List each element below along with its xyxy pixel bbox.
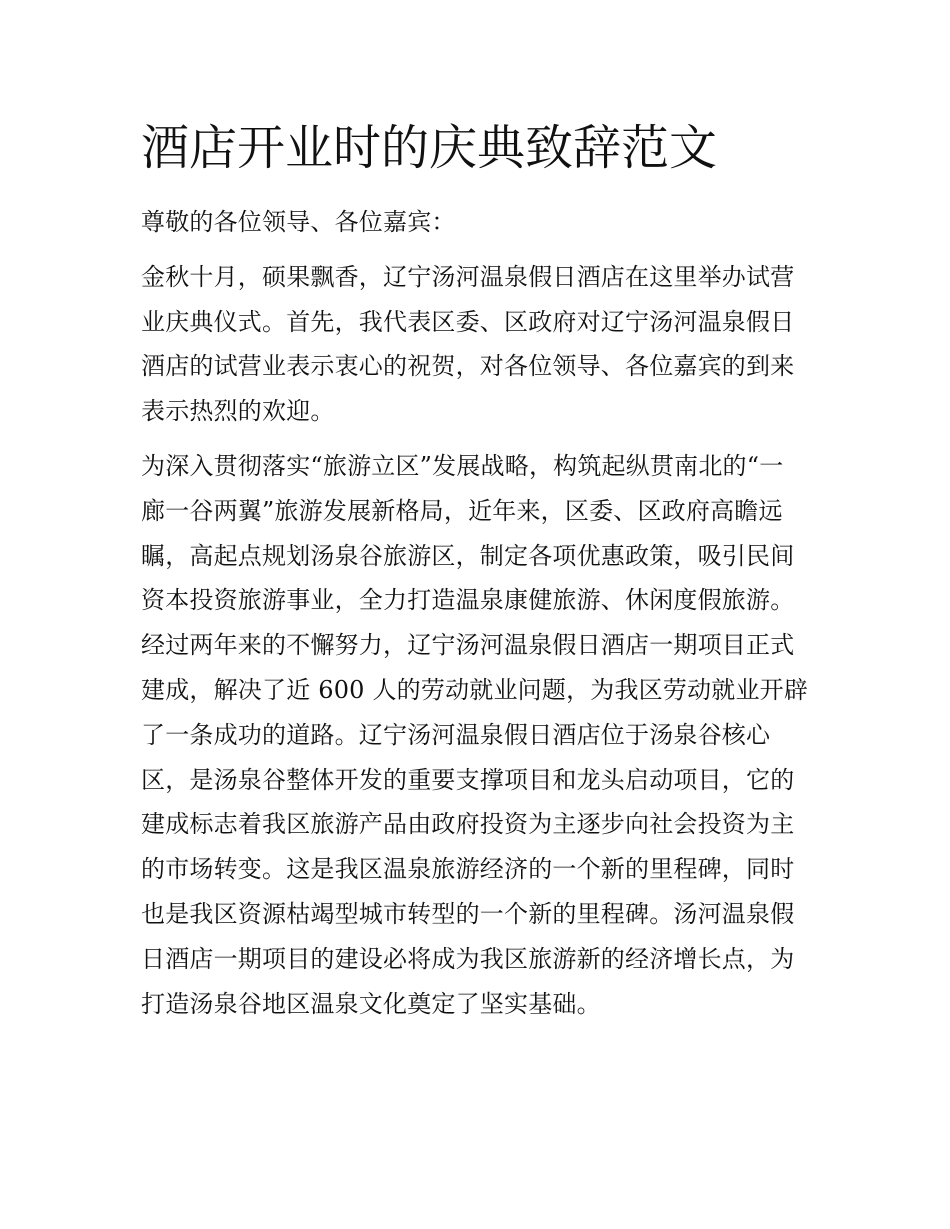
text-line: 建成标志着我区旅游产品由政府投资为主逐步向社会投资为主	[141, 810, 795, 839]
text-line: 表示热烈的欢迎。	[141, 397, 335, 426]
document-body	[141, 200, 821, 1036]
text-line: 业庆典仪式。首先，我代表区委、区政府对辽宁汤河温泉假日	[141, 307, 795, 336]
text-line: 资本投资旅游事业，全力打造温泉康健旅游、休闲度假旅游。	[141, 586, 795, 615]
text-line: 建成，解决了近 600 人的劳动就业问题，为我区劳动就业开辟	[141, 675, 809, 704]
text-line: 的市场转变。这是我区温泉旅游经济的一个新的里程碑，同时	[141, 855, 795, 884]
paragraph-opening	[141, 255, 821, 434]
text-line: 为深入贯彻落实“旅游立区”发展战略，构筑起纵贯南北的“一	[141, 451, 784, 480]
paragraph-salutation	[141, 200, 821, 245]
text-line: 区，是汤泉谷整体开发的重要支撑项目和龙头启动项目，它的	[141, 765, 795, 794]
text-line: 酒店的试营业表示衷心的祝贺，对各位领导、各位嘉宾的到来	[141, 352, 795, 381]
text-line: 金秋十月，硕果飘香，辽宁汤河温泉假日酒店在这里举办试营	[141, 262, 795, 291]
text-line: 廊一谷两翼”旅游发展新格局，近年来，区委、区政府高瞻远	[141, 496, 783, 525]
document-title: 酒店开业时的庆典致辞范文	[141, 120, 718, 176]
paragraph-development	[141, 444, 821, 1026]
text-line: 经过两年来的不懈努力，辽宁汤河温泉假日酒店一期项目正式	[141, 631, 795, 660]
text-line: 日酒店一期项目的建设必将成为我区旅游新的经济增长点，为	[141, 944, 795, 973]
text-line: 尊敬的各位领导、各位嘉宾：	[141, 208, 456, 236]
text-line: 了一条成功的道路。辽宁汤河温泉假日酒店位于汤泉谷核心	[141, 720, 771, 749]
text-line: 瞩，高起点规划汤泉谷旅游区，制定各项优惠政策，吸引民间	[141, 541, 795, 570]
text-line: 打造汤泉谷地区温泉文化奠定了坚实基础。	[141, 989, 601, 1018]
text-line: 也是我区资源枯竭型城市转型的一个新的里程碑。汤河温泉假	[141, 899, 795, 928]
